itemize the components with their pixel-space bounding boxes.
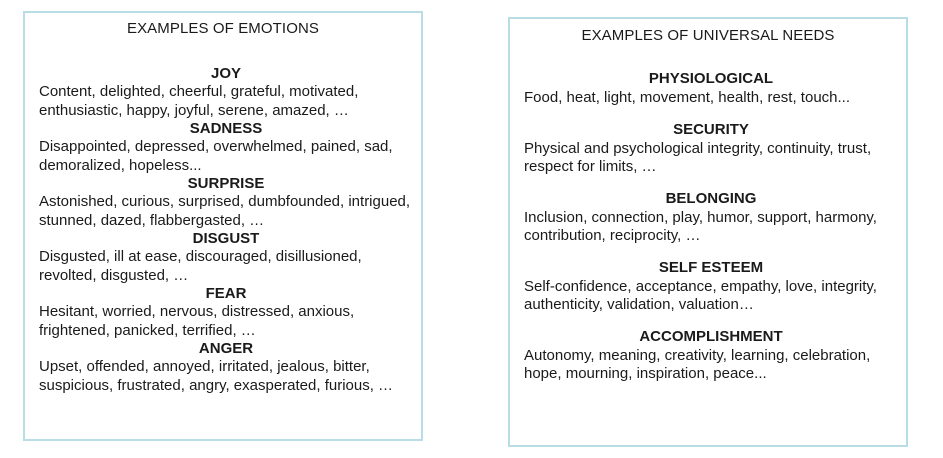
need-category-examples: Self-confidence, acceptance, empathy, love, integrity, authenticity, validation, valuation… bbox=[524, 277, 877, 313]
need-category-examples: Autonomy, meaning, creativity, learning, celebration, hope, mourning, inspiration, peace... bbox=[524, 346, 871, 382]
emotion-category-title: JOY bbox=[210, 65, 241, 82]
need-category-title: SECURITY bbox=[673, 120, 749, 138]
emotion-category-title: ANGER bbox=[198, 340, 254, 357]
need-category bbox=[524, 327, 898, 384]
needs-panel-title: EXAMPLES OF UNIVERSAL NEEDS bbox=[581, 27, 835, 44]
emotion-category-title: FEAR bbox=[205, 285, 247, 302]
emotion-category bbox=[39, 120, 413, 175]
need-category-examples: Physical and psychological integrity, continuity, trust, respect for limits, … bbox=[524, 139, 872, 175]
emotions-panel-title: EXAMPLES OF EMOTIONS bbox=[126, 20, 320, 37]
need-category-title: SELF ESTEEM bbox=[658, 258, 764, 276]
emotion-category bbox=[39, 230, 413, 285]
emotion-category-examples: Astonished, curious, surprised, dumbfounded, intrigued, stunned, dazed, flabbergasted, … bbox=[39, 193, 411, 229]
need-category bbox=[524, 69, 898, 108]
need-category bbox=[524, 120, 898, 177]
need-category-title: ACCOMPLISHMENT bbox=[639, 327, 783, 345]
need-category-examples: Inclusion, connection, play, humor, support, harmony, contribution, reciprocity, … bbox=[524, 208, 877, 244]
emotion-category-examples: Disappointed, depressed, overwhelmed, pained, sad, demoralized, hopeless... bbox=[39, 138, 393, 174]
emotion-category bbox=[39, 65, 413, 120]
emotion-category bbox=[39, 175, 413, 230]
emotion-category-title: SURPRISE bbox=[187, 175, 265, 192]
need-category bbox=[524, 258, 898, 315]
emotion-category bbox=[39, 285, 413, 340]
emotion-category-examples: Content, delighted, cheerful, grateful, motivated, enthusiastic, happy, joyful, serene, amazed, … bbox=[39, 83, 359, 119]
needs-panel bbox=[508, 17, 908, 447]
emotion-category-title: DISGUST bbox=[192, 230, 260, 247]
emotion-category-examples: Hesitant, worried, nervous, distressed, anxious, frightened, panicked, terrified, … bbox=[39, 303, 355, 339]
need-category-examples: Food, heat, light, movement, health, rest, touch... bbox=[524, 89, 851, 106]
emotion-category bbox=[39, 340, 413, 395]
emotion-category-examples: Disgusted, ill at ease, discouraged, disillusioned, revolted, disgusted, … bbox=[39, 248, 362, 284]
emotion-category-examples: Upset, offended, annoyed, irritated, jealous, bitter, suspicious, frustrated, angry, exasperated, furious, … bbox=[39, 358, 394, 394]
need-category-title: BELONGING bbox=[665, 189, 757, 207]
emotion-category-title: SADNESS bbox=[189, 120, 263, 137]
emotions-list bbox=[39, 65, 413, 395]
need-category-title: PHYSIOLOGICAL bbox=[648, 70, 774, 87]
needs-list bbox=[524, 69, 898, 396]
emotions-panel bbox=[23, 11, 423, 441]
need-category bbox=[524, 189, 898, 246]
